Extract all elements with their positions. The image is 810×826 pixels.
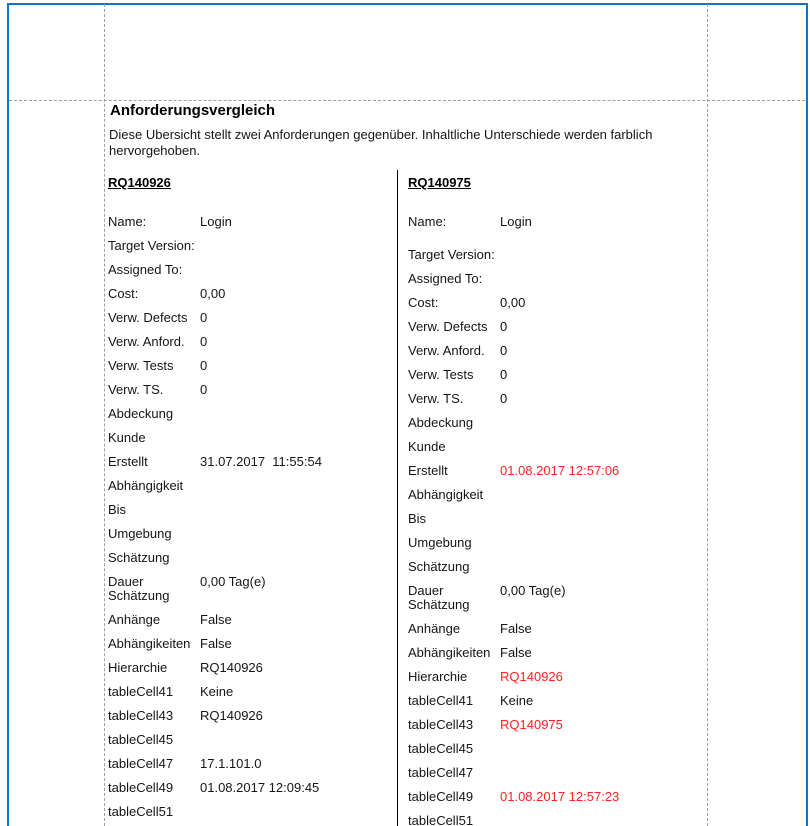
field-row xyxy=(408,622,704,636)
field-row xyxy=(408,790,704,804)
field-label: tableCell47 xyxy=(408,765,474,780)
field-label: Assigned To: xyxy=(108,262,183,277)
field-row xyxy=(408,215,704,229)
field-row xyxy=(108,685,396,699)
field-row xyxy=(408,646,704,660)
field-label: Verw. TS. xyxy=(108,382,164,397)
field-value: 0 xyxy=(500,343,508,358)
top-margin-guide xyxy=(9,100,805,101)
field-row xyxy=(108,781,396,795)
field-row xyxy=(108,239,396,253)
field-row xyxy=(108,551,396,565)
field-value: 0 xyxy=(200,382,208,397)
left-margin-guide xyxy=(104,4,105,826)
field-value: RQ140926 xyxy=(500,669,563,684)
field-value: 0,00 Tag(e) xyxy=(200,574,266,589)
requirement-column-left xyxy=(108,176,396,826)
field-value: 0 xyxy=(200,358,208,373)
field-row xyxy=(408,670,704,684)
field-label: tableCell47 xyxy=(108,756,174,771)
field-label: Hierarchie xyxy=(408,669,468,684)
page-title: Anforderungsvergleich xyxy=(110,102,276,119)
requirement-id-link[interactable]: RQ140926 xyxy=(108,175,171,190)
field-row xyxy=(408,296,704,310)
field-row xyxy=(408,584,704,612)
field-label: Verw. Anford. xyxy=(108,334,185,349)
field-label: Umgebung xyxy=(108,526,172,541)
field-label: tableCell43 xyxy=(408,717,474,732)
field-row xyxy=(408,392,704,406)
field-label: tableCell45 xyxy=(108,732,174,747)
report-description: Diese Ubersicht stellt zwei Anforderungen gegenüber. Inhaltliche Unterschiede werden farblich hervorgehoben. xyxy=(109,127,653,158)
requirement-id-link[interactable]: RQ140975 xyxy=(408,175,471,190)
field-label: Verw. Defects xyxy=(108,310,188,325)
field-row xyxy=(108,311,396,325)
field-row xyxy=(108,215,396,229)
field-row xyxy=(408,464,704,478)
field-value: 01.08.2017 12:57:06 xyxy=(500,463,620,478)
field-value: 0,00 Tag(e) xyxy=(500,583,566,598)
field-label: tableCell49 xyxy=(408,789,474,804)
field-row xyxy=(108,455,396,469)
field-value: Login xyxy=(500,214,532,229)
column-divider xyxy=(397,170,398,826)
field-label: Dauer Schätzung xyxy=(108,574,170,603)
field-label: Verw. Defects xyxy=(408,319,488,334)
field-label: Umgebung xyxy=(408,535,472,550)
field-row xyxy=(408,320,704,334)
field-value: 01.08.2017 12:09:45 xyxy=(200,780,320,795)
field-row xyxy=(408,344,704,358)
field-row xyxy=(408,694,704,708)
field-label: Bis xyxy=(408,511,427,526)
field-label: tableCell43 xyxy=(108,708,174,723)
field-label: Erstellt xyxy=(408,463,448,478)
field-label: Name: xyxy=(108,214,147,229)
field-label: Schätzung xyxy=(108,550,170,565)
field-value: False xyxy=(200,636,232,651)
field-label: Kunde xyxy=(108,430,146,445)
field-label: Anhänge xyxy=(108,612,161,627)
field-row xyxy=(108,287,396,301)
field-value: 0 xyxy=(500,319,508,334)
field-row xyxy=(108,733,396,747)
field-label: Kunde xyxy=(408,439,446,454)
field-row xyxy=(408,814,704,826)
field-value: Keine xyxy=(200,684,234,699)
field-label: Cost: xyxy=(408,295,439,310)
field-row xyxy=(408,488,704,502)
field-label: Cost: xyxy=(108,286,139,301)
field-value: RQ140975 xyxy=(500,717,563,732)
field-value: 0 xyxy=(200,310,208,325)
field-label: tableCell41 xyxy=(108,684,174,699)
requirement-column-right xyxy=(408,176,704,826)
field-value: 0 xyxy=(200,334,208,349)
field-value: RQ140926 xyxy=(200,660,263,675)
field-label: tableCell49 xyxy=(108,780,174,795)
field-row xyxy=(108,805,396,819)
field-value: False xyxy=(500,645,532,660)
field-label: tableCell45 xyxy=(408,741,474,756)
field-value: 17.1.101.0 xyxy=(200,756,262,771)
field-value: Keine xyxy=(500,693,534,708)
field-row xyxy=(108,359,396,373)
field-label: Hierarchie xyxy=(108,660,168,675)
field-value: False xyxy=(500,621,532,636)
field-rows xyxy=(108,215,396,819)
field-value: False xyxy=(200,612,232,627)
field-row xyxy=(108,661,396,675)
field-value: RQ140926 xyxy=(200,708,263,723)
field-row xyxy=(108,479,396,493)
field-row xyxy=(408,718,704,732)
field-label: Name: xyxy=(408,214,447,229)
field-label: Schätzung xyxy=(408,559,470,574)
field-row xyxy=(408,560,704,574)
field-row xyxy=(108,637,396,651)
field-row xyxy=(108,407,396,421)
field-row xyxy=(108,383,396,397)
field-row xyxy=(108,757,396,771)
field-row xyxy=(108,709,396,723)
field-row xyxy=(108,575,396,603)
field-value: 01.08.2017 12:57:23 xyxy=(500,789,620,804)
field-label: Target Version: xyxy=(108,238,195,253)
field-row xyxy=(408,416,704,430)
field-label: Abhängigkeit xyxy=(108,478,184,493)
field-row xyxy=(408,766,704,780)
field-label: Verw. Anford. xyxy=(408,343,485,358)
field-label: tableCell51 xyxy=(408,813,474,826)
field-label: Abdeckung xyxy=(108,406,174,421)
field-value: Login xyxy=(200,214,232,229)
field-label: Verw. Tests xyxy=(108,358,174,373)
field-row xyxy=(108,613,396,627)
field-label: Abhängikeiten xyxy=(408,645,491,660)
field-row xyxy=(108,503,396,517)
field-row xyxy=(408,536,704,550)
field-label: Verw. Tests xyxy=(408,367,474,382)
field-label: Abhängikeiten xyxy=(108,636,191,651)
field-value: 0 xyxy=(500,391,508,406)
field-label: Abhängigkeit xyxy=(408,487,484,502)
right-margin-guide xyxy=(707,4,708,826)
field-row xyxy=(408,440,704,454)
field-value: 31.07.2017 11:55:54 xyxy=(200,454,322,469)
field-label: Verw. TS. xyxy=(408,391,464,406)
field-label: Anhänge xyxy=(408,621,461,636)
field-row xyxy=(408,248,704,262)
field-label: Erstellt xyxy=(108,454,148,469)
field-label: Bis xyxy=(108,502,127,517)
field-row xyxy=(108,263,396,277)
field-row xyxy=(408,742,704,756)
field-label: tableCell41 xyxy=(408,693,474,708)
field-value: 0,00 xyxy=(500,295,526,310)
field-row xyxy=(108,335,396,349)
field-row xyxy=(408,368,704,382)
field-label: Dauer Schätzung xyxy=(408,583,470,612)
field-label: Assigned To: xyxy=(408,271,483,286)
field-row xyxy=(108,431,396,445)
field-value: 0,00 xyxy=(200,286,226,301)
field-label: tableCell51 xyxy=(108,804,174,819)
field-label: Abdeckung xyxy=(408,415,474,430)
field-rows xyxy=(408,215,704,826)
field-label: Target Version: xyxy=(408,247,495,262)
field-value: 0 xyxy=(500,367,508,382)
field-row xyxy=(408,272,704,286)
field-row xyxy=(108,527,396,541)
field-row xyxy=(408,512,704,526)
